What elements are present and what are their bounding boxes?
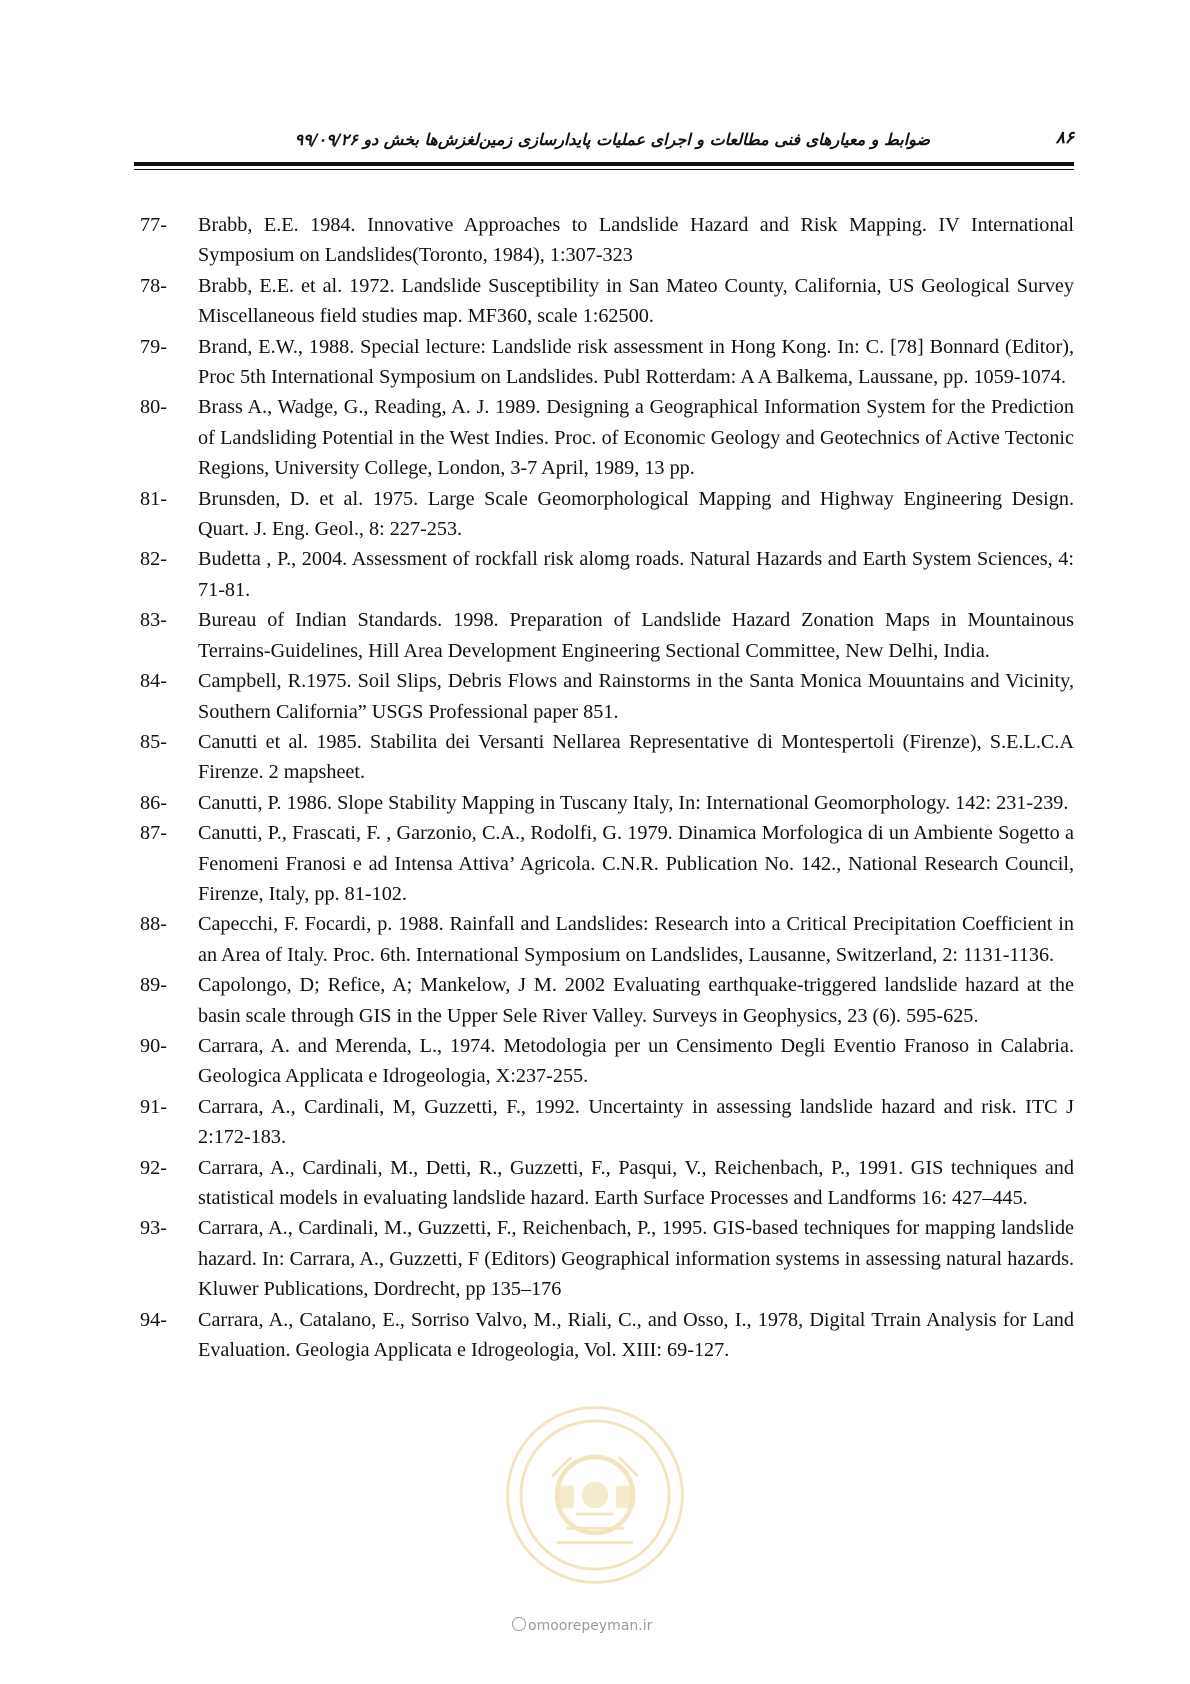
reference-number: 84-: [140, 670, 167, 693]
reference-text: Capolongo, D; Refice, A; Mankelow, J M. 2002 Evaluating earthquake-triggered landslide hazard at the basin scale through GIS in the Upper Sele River Valley. Surveys in Geophysics, 23 (6). 595-625.: [198, 974, 1074, 1027]
reference-number: 86-: [140, 791, 167, 814]
site-credit-text: omoorepeyman.ir: [528, 1618, 653, 1634]
reference-number: 80-: [140, 396, 167, 419]
reference-number: 81-: [140, 487, 167, 510]
reference-item: [140, 1092, 1074, 1153]
reference-item: [140, 666, 1074, 727]
reference-item: [140, 392, 1074, 483]
reference-item: [140, 1031, 1074, 1092]
reference-number: 85-: [140, 730, 167, 753]
reference-number: 90-: [140, 1034, 167, 1057]
at-sign-icon: [512, 1617, 526, 1631]
reference-text: Carrara, A., Cardinali, M, Guzzetti, F., 1992. Uncertainty in assessing landslide hazard and risk. ITC J 2:172-183.: [198, 1095, 1074, 1149]
reference-text: Brabb, E.E. et al. 1972. Landslide Susceptibility in San Mateo County, California, US Geological Survey Miscellaneous field studies map. MF360, scale 1:62500.: [198, 274, 1074, 328]
reference-text: Campbell, R.1975. Soil Slips, Debris Flows and Rainstorms in the Santa Monica Mouuntains and Vicinity, Southern California” USGS Professional paper 851.: [198, 670, 1074, 723]
reference-text: Brand, E.W., 1988. Special lecture: Landslide risk assessment in Hong Kong. In: C. [78] Bonnard (Editor), Proc 5th International Symposium on Landslides. Publ Rotterdam: A A Balkema, Laussane, pp. 1059-1074.: [198, 335, 1074, 389]
reference-text: Brabb, E.E. 1984. Innovative Approaches to Landslide Hazard and Risk Mapping. IV International Symposium on Landslides(Toronto, 1984), 1:307-323: [198, 214, 1074, 267]
reference-number: 87-: [140, 822, 167, 845]
reference-number: 83-: [140, 609, 167, 632]
reference-number: 89-: [140, 974, 167, 997]
reference-number: 82-: [140, 548, 167, 571]
reference-text: Carrara, A., Cardinali, M., Guzzetti, F., Reichenbach, P., 1995. GIS-based techniques for mapping landslide hazard. In: Carrara, A., Guzzetti, F (Editors) Geographical information systems in assessing natural hazards. Kluwer Publications, Dordrecht, pp 135–176: [198, 1217, 1074, 1301]
reference-number: 94-: [140, 1308, 167, 1331]
reference-text: Budetta , P., 2004. Assessment of rockfall risk alomg roads. Natural Hazards and Earth System Sciences, 4: 71-81.: [198, 548, 1074, 601]
reference-text: Capecchi, F. Focardi, p. 1988. Rainfall and Landslides: Research into a Critical Precipitation Coefficient in an Area of Italy. Proc. 6th. International Symposium on Landslides, Lausanne, Switzerland, 2: 1131-1136.: [198, 913, 1074, 966]
reference-item: [140, 788, 1074, 818]
reference-item: [140, 210, 1074, 271]
page-number: ۸۶: [1055, 128, 1074, 148]
reference-item: [140, 1305, 1074, 1366]
reference-number: 88-: [140, 913, 167, 936]
header-rule-thick: [134, 162, 1074, 166]
seal-watermark-icon: [500, 1400, 690, 1590]
reference-number: 78-: [140, 274, 167, 297]
reference-item: [140, 605, 1074, 666]
reference-number: 91-: [140, 1095, 167, 1118]
reference-item: [140, 271, 1074, 332]
reference-item: [140, 818, 1074, 909]
reference-item: [140, 909, 1074, 970]
reference-item: [140, 727, 1074, 788]
reference-item: [140, 1213, 1074, 1304]
reference-text: Canutti, P. 1986. Slope Stability Mapping in Tuscany Italy, In: International Geomorphology. 142: 231-239.: [198, 791, 1069, 814]
site-credit: [512, 1617, 652, 1634]
reference-item: [140, 544, 1074, 605]
reference-number: 77-: [140, 214, 167, 236]
reference-text: Bureau of Indian Standards. 1998. Preparation of Landslide Hazard Zonation Maps in Mountainous Terrains-Guidelines, Hill Area Development Engineering Sectional Committee, New Delhi, India.: [198, 609, 1074, 662]
reference-number: 79-: [140, 335, 167, 358]
reference-number: 92-: [140, 1156, 167, 1179]
reference-number: 93-: [140, 1217, 167, 1240]
reference-text: Canutti et al. 1985. Stabilita dei Versanti Nellarea Representative di Montespertoli (Firenze), S.E.L.C.A Firenze. 2 mapsheet.: [198, 730, 1074, 784]
reference-text: Brass A., Wadge, G., Reading, A. J. 1989. Designing a Geographical Information System for the Prediction of Landsliding Potential in the West Indies. Proc. of Economic Geology and Geotechnics of Active Tectonic Regions, University College, London, 3-7 April, 1989, 13 pp.: [198, 396, 1074, 480]
reference-item: [140, 332, 1074, 393]
reference-item: [140, 1153, 1074, 1214]
reference-item: [140, 484, 1074, 545]
reference-list: [140, 210, 1074, 1365]
reference-text: Carrara, A., Catalano, E., Sorriso Valvo, M., Riali, C., and Osso, I., 1978, Digital Trrain Analysis for Land Evaluation. Geologia Applicata e Idrogeologia, Vol. XIII: 69-127.: [198, 1308, 1074, 1362]
reference-text: Canutti, P., Frascati, F. , Garzonio, C.A., Rodolfi, G. 1979. Dinamica Morfologica di un Ambiente Sogetto a Fenomeni Franosi e ad Intensa Attiva’ Agricola. C.N.R. Publication No. 142., National Research Council, Firenze, Italy, pp. 81-102.: [198, 822, 1074, 905]
reference-text: Carrara, A., Cardinali, M., Detti, R., Guzzetti, F., Pasqui, V., Reichenbach, P., 1991. GIS techniques and statistical models in evaluating landslide hazard. Earth Surface Processes and Landforms 16: 427–445.: [198, 1156, 1074, 1209]
reference-text: Brunsden, D. et al. 1975. Large Scale Geomorphological Mapping and Highway Engineering Design. Quart. J. Eng. Geol., 8: 227-253.: [198, 487, 1074, 541]
reference-item: [140, 970, 1074, 1031]
reference-text: Carrara, A. and Merenda, L., 1974. Metodologia per un Censimento Degli Eventio Franoso in Calabria. Geologica Applicata e Idrogeologia, X:237-255.: [198, 1034, 1074, 1088]
header-rule-thin: [134, 169, 1074, 170]
running-header: [134, 122, 1074, 162]
header-title: ضوابط و معیارهای فنی مطالعات و اجرای عملیات پایدارسازی زمین‌لغزش‌ها بخش دو ۹۹/۰۹/۲۶: [294, 130, 930, 149]
